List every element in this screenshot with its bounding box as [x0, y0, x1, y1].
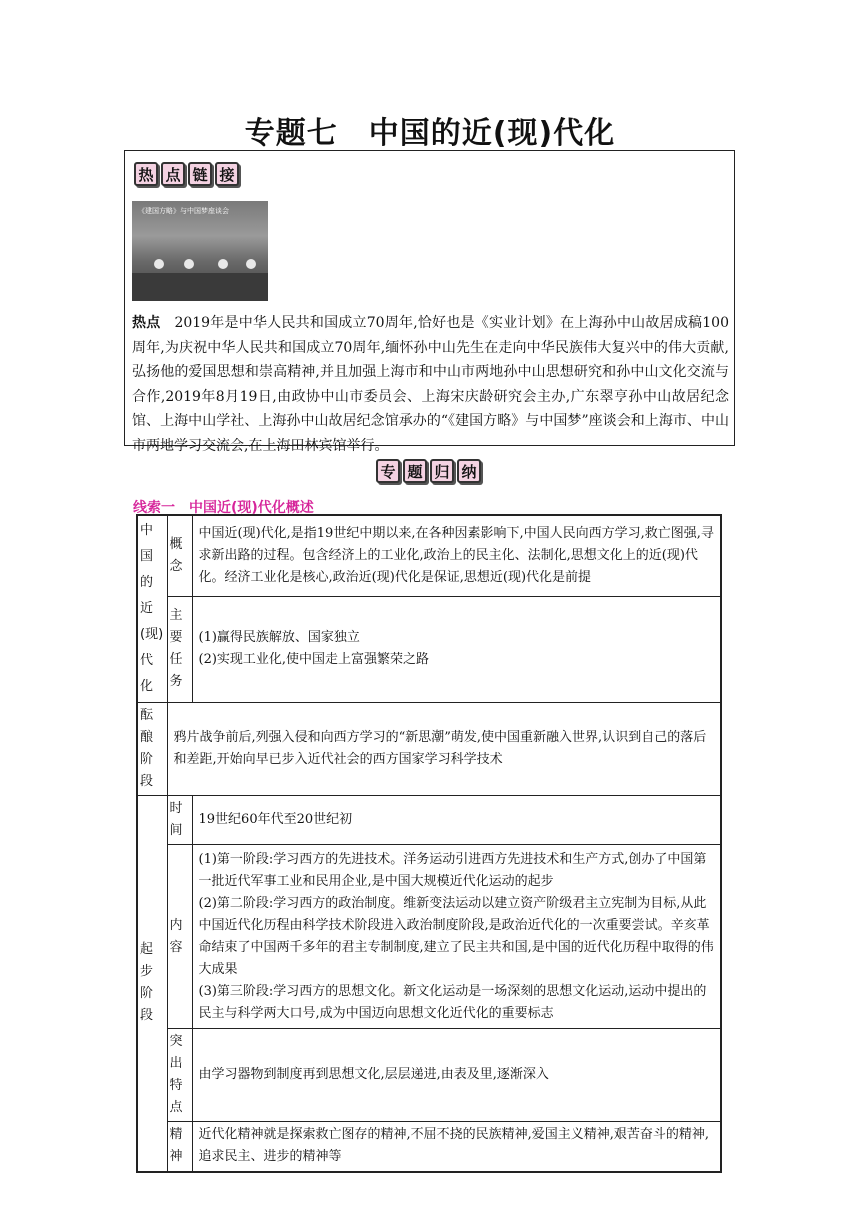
label-time: 时 间: [167, 796, 192, 845]
hot-link-box: [124, 150, 735, 454]
cell-tasks: (1)赢得民族解放、国家独立 (2)实现工业化,使中国走上富强繁荣之路: [192, 596, 721, 702]
cell-brewing: 鸦片战争前后,列强入侵和向西方学习的“新思潮”萌发,使中国重新融入世界,认识到自己的落后和差距,开始向早已步入近代社会的西方国家学习科学技术: [167, 703, 721, 796]
hot-label: 热点: [132, 315, 161, 331]
tag-char: 热: [134, 162, 158, 186]
tag-char: 点: [161, 162, 185, 186]
label-tasks: 主 要 任 务: [167, 596, 192, 702]
label-spirit: 精 神: [167, 1122, 192, 1172]
summary-table: [136, 514, 722, 1173]
page-title: 专题七 中国的近(现)代化: [244, 116, 616, 151]
hot-link-tags: [134, 162, 239, 186]
cell-spirit: 近代化精神就是探索救亡图存的精神,不屈不挠的民族精神,爱国主义精神,艰苦奋斗的精神,追求民主、进步的精神等: [192, 1122, 721, 1172]
tag-char: 接: [215, 162, 239, 186]
clue-title: 线索一 中国近(现)代化概述: [133, 500, 314, 516]
tag-char: 题: [403, 459, 427, 483]
meeting-photo: [132, 201, 268, 301]
tag-char: 归: [430, 459, 454, 483]
cell-feature: 由学习器物到制度再到思想文化,层层递进,由表及里,逐渐深入: [192, 1029, 721, 1122]
tag-char: 链: [188, 162, 212, 186]
row-label-starting: 起步 阶段: [137, 796, 167, 1172]
hot-link-text: [132, 311, 729, 458]
row-label-modernization: 中国 的 近 (现) 代化: [137, 515, 167, 703]
cell-content: (1)第一阶段:学习西方的先进技术。洋务运动引进西方先进技术和生产方式,创办了中国第一批近代军事工业和民用企业,是中国大规模近代化运动的起步 (2)第二阶段:学习西方的政治制度。维新变法运动以建立资产阶级君主立宪制为目标,从此中国近代化历程由科学技术阶段进入政治制度阶段,是政治近代化的一次重要尝试。辛亥革命结束了中国两千多年的君主专制制度,建立了民主共和国,是中国的近代化历程中取得的伟大成果 (3)第三阶段:学习西方的思想文化。新文化运动是一场深刻的思想文化运动,运动中提出的民主与科学两大口号,成为中国迈向思想文化近代化的重要标志: [192, 845, 721, 1029]
label-concept: 概 念: [167, 515, 192, 596]
tag-char: 专: [376, 459, 400, 483]
cell-concept: 中国近(现)代化,是指19世纪中期以来,在各种因素影响下,中国人民向西方学习,救亡图强,寻求新出路的过程。包含经济上的工业化,政治上的民主化、法制化,思想文化上的近(现)代化。经济工业化是核心,政治近(现)代化是保证,思想近(现)代化是前提: [192, 515, 721, 596]
photo-banner: 《建国方略》与中国梦座谈会: [138, 207, 229, 215]
hot-paragraph: 2019年是中华人民共和国成立70周年,恰好也是《实业计划》在上海孙中山故居成稿100周年,为庆祝中华人民共和国成立70周年,缅怀孙中山先生在走向中华民族伟大复兴中的伟大贡献,弘扬他的爱国思想和崇高精神,并且加强上海市和中山市两地孙中山思想研究和孙中山文化交流与合作,2019年8月19日,由政协中山市委员会、上海宋庆龄研究会主办,广东翠亨孙中山故居纪念馆、上海中山学社、上海孙中山故居纪念馆承办的“《建国方略》与中国梦”座谈会和上海市、中山市两地学习交流会,在上海田林宾馆举行。: [132, 315, 730, 454]
cell-time: 19世纪60年代至20世纪初: [192, 796, 721, 845]
summary-tags: [376, 459, 481, 483]
label-content: 内 容: [167, 845, 192, 1029]
tag-char: 纳: [457, 459, 481, 483]
label-feature: 突 出 特 点: [167, 1029, 192, 1122]
row-label-brewing: 酝酿 阶段: [137, 703, 167, 796]
